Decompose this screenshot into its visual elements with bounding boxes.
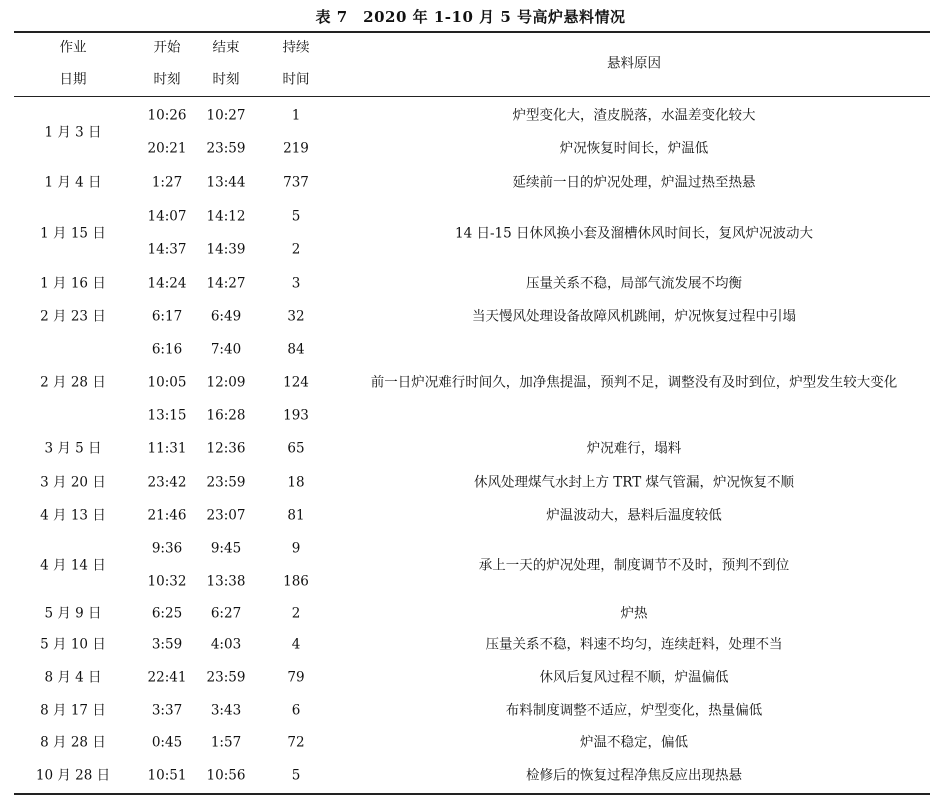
row-end-time: 16:28 xyxy=(206,407,246,424)
row-duration: 79 xyxy=(287,669,305,686)
row-duration: 81 xyxy=(287,507,305,524)
header-duration-line2: 时间 xyxy=(282,71,310,88)
row-date: 8 月 17 日 xyxy=(40,702,106,719)
table-top-rule xyxy=(14,31,930,33)
header-start-line2: 时刻 xyxy=(153,71,181,88)
row-end-time: 6:49 xyxy=(210,308,242,325)
row-date: 4 月 14 日 xyxy=(40,556,106,573)
header-end-line2: 时刻 xyxy=(212,71,240,88)
row-start-time: 23:42 xyxy=(147,474,187,491)
row-reason: 布料制度调整不适应，炉型变化，热量偏低 xyxy=(505,702,763,719)
row-end-time: 23:59 xyxy=(206,140,246,157)
row-start-time: 11:31 xyxy=(147,440,187,457)
row-duration: 72 xyxy=(287,734,305,751)
row-date: 1 月 4 日 xyxy=(44,174,102,191)
row-start-time: 22:41 xyxy=(147,669,187,686)
row-end-time: 4:03 xyxy=(210,636,242,653)
row-reason: 炉型变化大，渣皮脱落，水温差变化较大 xyxy=(512,107,756,124)
row-reason: 承上一天的炉况处理，制度调节不及时，预判不到位 xyxy=(478,556,790,573)
row-start-time: 9:36 xyxy=(151,540,183,557)
row-duration: 1 xyxy=(291,107,301,124)
row-start-time: 10:32 xyxy=(147,573,187,590)
row-reason: 休风处理煤气水封上方 TRT 煤气管漏，炉况恢复不顺 xyxy=(473,474,795,491)
row-date: 3 月 5 日 xyxy=(44,440,102,457)
row-reason: 压量关系不稳，料速不均匀，连续赶料，处理不当 xyxy=(485,636,783,653)
row-start-time: 3:37 xyxy=(151,702,183,719)
row-end-time: 7:40 xyxy=(210,341,242,358)
row-duration: 6 xyxy=(291,702,301,719)
row-duration: 18 xyxy=(287,474,305,491)
row-end-time: 23:59 xyxy=(206,669,246,686)
row-date: 4 月 13 日 xyxy=(40,507,106,524)
row-reason: 延续前一日的炉况处理，炉温过热至热悬 xyxy=(512,174,756,191)
row-end-time: 9:45 xyxy=(210,540,242,557)
row-date: 10 月 28 日 xyxy=(35,767,111,784)
row-end-time: 10:56 xyxy=(206,767,246,784)
row-start-time: 6:25 xyxy=(151,605,183,622)
row-start-time: 20:21 xyxy=(147,140,187,157)
row-reason: 炉况难行，塌料 xyxy=(586,440,682,457)
header-duration-line1: 持续 xyxy=(282,39,310,56)
row-reason: 炉热 xyxy=(620,605,648,622)
row-start-time: 14:24 xyxy=(147,275,187,292)
row-start-time: 0:45 xyxy=(151,734,183,751)
table-bottom-rule xyxy=(14,793,930,795)
row-duration: 9 xyxy=(291,540,301,557)
row-start-time: 6:17 xyxy=(151,308,183,325)
row-end-time: 14:39 xyxy=(206,241,246,258)
row-duration: 2 xyxy=(291,605,301,622)
row-end-time: 23:59 xyxy=(206,474,246,491)
row-reason: 炉温波动大，悬料后温度较低 xyxy=(546,507,722,524)
row-reason: 14 日-15 日休风换小套及溜槽休风时间长，复风炉况波动大 xyxy=(455,224,813,241)
row-reason: 当天慢风处理设备故障风机跳闸，炉况恢复过程中引塌 xyxy=(472,308,796,325)
row-reason: 前一日炉况难行时间久，加净焦提温，预判不足，调整没有及时到位，炉型发生较大变化 xyxy=(370,374,898,391)
row-start-time: 10:05 xyxy=(147,374,187,391)
row-end-time: 13:44 xyxy=(206,174,246,191)
row-duration: 219 xyxy=(283,140,309,157)
row-end-time: 12:36 xyxy=(206,440,246,457)
table-header-rule xyxy=(14,96,930,97)
row-start-time: 10:26 xyxy=(147,107,187,124)
row-date: 2 月 23 日 xyxy=(40,308,106,325)
row-date: 1 月 3 日 xyxy=(44,123,102,140)
row-date: 3 月 20 日 xyxy=(40,474,106,491)
row-duration: 186 xyxy=(283,573,309,590)
row-end-time: 14:27 xyxy=(206,275,246,292)
row-duration: 124 xyxy=(283,374,309,391)
row-duration: 5 xyxy=(291,208,301,225)
row-date: 5 月 9 日 xyxy=(44,605,102,622)
row-start-time: 3:59 xyxy=(151,636,183,653)
row-date: 5 月 10 日 xyxy=(40,636,106,653)
row-reason: 检修后的恢复过程净焦反应出现热悬 xyxy=(526,767,742,784)
row-end-time: 10:27 xyxy=(206,107,246,124)
row-duration: 5 xyxy=(291,767,301,784)
row-start-time: 6:16 xyxy=(151,341,183,358)
row-end-time: 1:57 xyxy=(210,734,242,751)
row-end-time: 12:09 xyxy=(206,374,246,391)
header-start-line1: 开始 xyxy=(153,39,181,56)
row-start-time: 13:15 xyxy=(147,407,187,424)
row-date: 1 月 16 日 xyxy=(40,275,106,292)
row-duration: 3 xyxy=(291,275,301,292)
row-duration: 32 xyxy=(287,308,305,325)
row-start-time: 21:46 xyxy=(147,507,187,524)
row-start-time: 10:51 xyxy=(147,767,187,784)
row-date: 1 月 15 日 xyxy=(40,224,106,241)
row-duration: 84 xyxy=(287,341,305,358)
row-end-time: 6:27 xyxy=(210,605,242,622)
row-date: 8 月 4 日 xyxy=(44,669,102,686)
table-caption: 表 7 2020 年 1-10 月 5 号高炉悬料情况 xyxy=(315,8,626,26)
row-reason: 炉温不稳定，偏低 xyxy=(580,734,688,751)
row-start-time: 14:07 xyxy=(147,208,187,225)
row-duration: 4 xyxy=(291,636,301,653)
row-end-time: 23:07 xyxy=(206,507,246,524)
header-reason: 悬料原因 xyxy=(607,55,661,72)
row-date: 2 月 28 日 xyxy=(40,374,106,391)
header-date-line1: 作业 xyxy=(59,39,87,56)
row-start-time: 1:27 xyxy=(151,174,183,191)
row-reason: 休风后复风过程不顺，炉温偏低 xyxy=(539,669,729,686)
row-date: 8 月 28 日 xyxy=(40,734,106,751)
row-reason: 压量关系不稳，局部气流发展不均衡 xyxy=(526,275,742,292)
row-end-time: 13:38 xyxy=(206,573,246,590)
row-reason: 炉况恢复时间长，炉温低 xyxy=(559,140,709,157)
header-date-line2: 日期 xyxy=(59,71,87,88)
row-end-time: 14:12 xyxy=(206,208,246,225)
row-duration: 65 xyxy=(287,440,305,457)
row-start-time: 14:37 xyxy=(147,241,187,258)
row-duration: 737 xyxy=(283,174,309,191)
row-duration: 193 xyxy=(283,407,309,424)
row-end-time: 3:43 xyxy=(210,702,242,719)
header-end-line1: 结束 xyxy=(212,39,240,56)
row-duration: 2 xyxy=(291,241,301,258)
